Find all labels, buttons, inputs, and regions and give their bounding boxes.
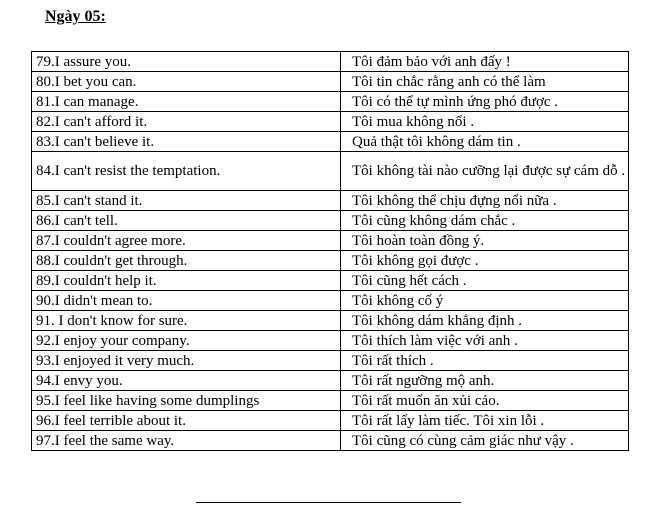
english-phrase: 88.I couldn't get through. (32, 251, 341, 271)
english-phrase: 83.I can't believe it. (32, 132, 341, 152)
vietnamese-translation: Tôi tin chắc rằng anh có thể làm (341, 72, 629, 92)
bottom-divider (196, 502, 461, 503)
page-heading: Ngày 05: (45, 8, 106, 25)
vietnamese-translation: Quả thật tôi không dám tin . (341, 132, 629, 152)
english-phrase: 93.I enjoyed it very much. (32, 351, 341, 371)
table-row (32, 92, 629, 112)
english-phrase: 95.I feel like having some dumplings (32, 391, 341, 411)
english-phrase: 97.I feel the same way. (32, 431, 341, 451)
english-phrase: 79.I assure you. (32, 52, 341, 72)
english-phrase: 96.I feel terrible about it. (32, 411, 341, 431)
english-phrase: 82.I can't afford it. (32, 112, 341, 132)
english-phrase: 94.I envy you. (32, 371, 341, 391)
vietnamese-translation: Tôi hoàn toàn đồng ý. (341, 231, 629, 251)
english-phrase: 81.I can manage. (32, 92, 341, 112)
phrase-table (31, 51, 629, 451)
vietnamese-translation: Tôi rất muốn ăn xủi cảo. (341, 391, 629, 411)
vietnamese-translation: Tôi không thể chịu đựng nổi nữa . (341, 191, 629, 211)
english-phrase: 90.I didn't mean to. (32, 291, 341, 311)
table-row (32, 132, 629, 152)
table-row (32, 231, 629, 251)
english-phrase: 89.I couldn't help it. (32, 271, 341, 291)
vietnamese-translation: Tôi không cố ý (341, 291, 629, 311)
english-phrase: 91. I don't know for sure. (32, 311, 341, 331)
english-phrase: 86.I can't tell. (32, 211, 341, 231)
english-phrase: 92.I enjoy your company. (32, 331, 341, 351)
vietnamese-translation: Tôi rất ngưỡng mộ anh. (341, 371, 629, 391)
table-row (32, 431, 629, 451)
table-row (32, 152, 629, 191)
table-row (32, 371, 629, 391)
vietnamese-translation: Tôi thích làm việc với anh . (341, 331, 629, 351)
vietnamese-translation: Tôi rất thích . (341, 351, 629, 371)
english-phrase: 87.I couldn't agree more. (32, 231, 341, 251)
vietnamese-translation: Tôi cũng không dám chắc . (341, 211, 629, 231)
english-phrase: 84.I can't resist the temptation. (32, 152, 341, 191)
table-row (32, 411, 629, 431)
table-row (32, 251, 629, 271)
vietnamese-translation: Tôi có thể tự mình ứng phó được . (341, 92, 629, 112)
vietnamese-translation: Tôi không gọi được . (341, 251, 629, 271)
table-row (32, 351, 629, 371)
vietnamese-translation: Tôi đảm bảo với anh đấy ! (341, 52, 629, 72)
phrase-table-body (32, 52, 629, 451)
table-row (32, 112, 629, 132)
english-phrase: 85.I can't stand it. (32, 191, 341, 211)
table-row (32, 191, 629, 211)
table-row (32, 52, 629, 72)
table-row (32, 311, 629, 331)
table-row (32, 72, 629, 92)
vietnamese-translation: Tôi không tài nào cưỡng lại được sự cám dỗ . (341, 152, 629, 191)
english-phrase: 80.I bet you can. (32, 72, 341, 92)
vietnamese-translation: Tôi cũng hết cách . (341, 271, 629, 291)
vietnamese-translation: Tôi rất lấy làm tiếc. Tôi xin lỗi . (341, 411, 629, 431)
table-row (32, 391, 629, 411)
table-row (32, 271, 629, 291)
table-row (32, 291, 629, 311)
table-row (32, 331, 629, 351)
table-row (32, 211, 629, 231)
vietnamese-translation: Tôi cũng có cùng cảm giác như vậy . (341, 431, 629, 451)
vietnamese-translation: Tôi mua không nổi . (341, 112, 629, 132)
vietnamese-translation: Tôi không dám khẳng định . (341, 311, 629, 331)
